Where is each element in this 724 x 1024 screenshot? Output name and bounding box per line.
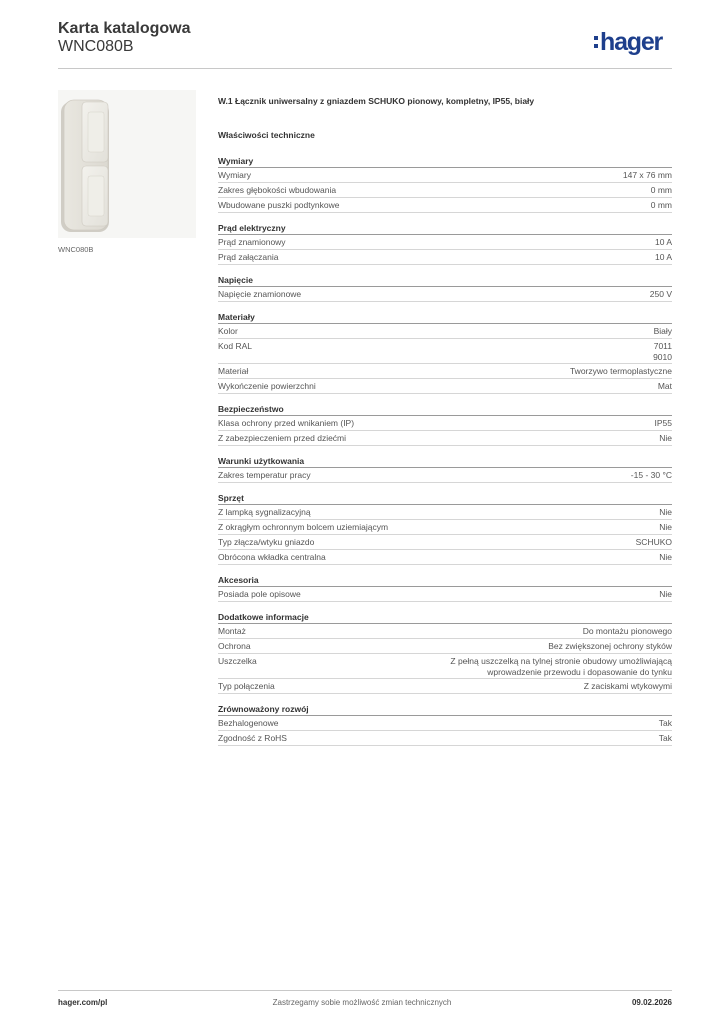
spec-label: Zakres temperatur pracy <box>218 470 311 480</box>
spec-group-title: Dodatkowe informacje <box>218 611 672 624</box>
spec-group-title: Wymiary <box>218 155 672 168</box>
spec-label: Wykończenie powierzchni <box>218 381 316 391</box>
spec-label: Posiada pole opisowe <box>218 589 301 599</box>
spec-value: Nie <box>659 589 672 599</box>
spec-group-title: Napięcie <box>218 274 672 287</box>
footer-website[interactable]: hager.com/pl <box>58 998 108 1007</box>
spec-label: Wbudowane puszki podtynkowe <box>218 200 340 210</box>
footer-date: 09.02.2026 <box>631 998 672 1007</box>
spec-group <box>218 492 672 565</box>
spec-row <box>218 235 672 250</box>
technical-specs <box>218 155 672 755</box>
spec-group-title: Bezpieczeństwo <box>218 403 672 416</box>
spec-value: 147 x 76 mm <box>622 170 672 180</box>
spec-group-title: Akcesoria <box>218 574 672 587</box>
spec-group-title: Prąd elektryczny <box>218 222 672 235</box>
spec-row <box>218 624 672 639</box>
spec-group <box>218 403 672 446</box>
spec-row <box>218 168 672 183</box>
spec-group <box>218 274 672 302</box>
spec-row <box>218 198 672 213</box>
header-divider <box>58 68 672 69</box>
spec-value: Bez zwiększonej ochrony styków <box>548 641 672 651</box>
spec-row <box>218 468 672 483</box>
spec-value: Tworzywo termoplastyczne <box>569 366 672 376</box>
spec-label: Ochrona <box>218 641 251 651</box>
spec-value: Nie <box>659 552 672 562</box>
spec-row <box>218 731 672 746</box>
spec-group <box>218 611 672 694</box>
spec-value: Nie <box>659 433 672 443</box>
spec-group <box>218 155 672 213</box>
section-title: Właściwości techniczne <box>218 130 315 140</box>
logo-text: hager <box>600 28 663 56</box>
spec-group-title: Zrównoważony rozwój <box>218 703 672 716</box>
spec-value: 10 A <box>654 237 672 247</box>
spec-row <box>218 587 672 602</box>
spec-value: Do montażu pionowego <box>582 626 672 636</box>
spec-value: 250 V <box>649 289 672 299</box>
spec-label: Zakres głębokości wbudowania <box>218 185 337 195</box>
spec-row <box>218 250 672 265</box>
footer-divider <box>58 990 672 991</box>
spec-label: Typ połączenia <box>218 681 275 691</box>
spec-value: Z zaciskami wtykowymi <box>583 681 672 691</box>
spec-row <box>218 364 672 379</box>
spec-label: Z zabezpieczeniem przed dziećmi <box>218 433 347 443</box>
spec-value: Biały <box>653 326 672 336</box>
spec-row <box>218 520 672 535</box>
spec-row <box>218 716 672 731</box>
spec-value: SCHUKO <box>635 537 672 547</box>
spec-group <box>218 222 672 265</box>
spec-row <box>218 183 672 198</box>
switch-socket-image <box>58 90 196 238</box>
spec-label: Prąd załączania <box>218 252 279 262</box>
spec-label: Napięcie znamionowe <box>218 289 302 299</box>
spec-label: Materiał <box>218 366 249 376</box>
spec-value: Tak <box>658 718 672 728</box>
spec-row <box>218 339 672 364</box>
spec-label: Z okrągłym ochronnym bolcem uziemiającym <box>218 522 389 532</box>
spec-value: IP55 <box>654 418 672 428</box>
spec-group-title: Sprzęt <box>218 492 672 505</box>
spec-value: Z pełną uszczelką na tylnej stronie obudowy umożliwiającą wprowadzenie przewodu i dopasowanie do tynku <box>450 656 672 677</box>
spec-value: Nie <box>659 522 672 532</box>
spec-row <box>218 505 672 520</box>
spec-value: 10 A <box>654 252 672 262</box>
spec-row <box>218 287 672 302</box>
spec-value: 0 mm <box>650 185 672 195</box>
spec-row <box>218 379 672 394</box>
spec-group-title: Warunki użytkowania <box>218 455 672 468</box>
product-description: W.1 Łącznik uniwersalny z gniazdem SCHUKO pionowy, kompletny, IP55, biały <box>218 96 535 106</box>
spec-label: Zgodność z RoHS <box>218 733 287 743</box>
spec-row <box>218 416 672 431</box>
spec-label: Obrócona wkładka centralna <box>218 552 326 562</box>
spec-row <box>218 324 672 339</box>
spec-row <box>218 639 672 654</box>
spec-label: Uszczelka <box>218 656 257 666</box>
logo-dots-icon <box>594 36 599 52</box>
spec-row <box>218 431 672 446</box>
spec-label: Typ złącza/wtyku gniazdo <box>218 537 315 547</box>
footer-notice: Zastrzegamy sobie możliwość zmian technicznych <box>272 998 452 1007</box>
spec-label: Wymiary <box>218 170 251 180</box>
product-code: WNC080B <box>58 38 134 55</box>
spec-row <box>218 535 672 550</box>
spec-label: Prąd znamionowy <box>218 237 286 247</box>
spec-group <box>218 311 672 394</box>
spec-row <box>218 679 672 694</box>
spec-value: Nie <box>659 507 672 517</box>
spec-group <box>218 703 672 746</box>
spec-label: Kolor <box>218 326 238 336</box>
spec-label: Klasa ochrony przed wnikaniem (IP) <box>218 418 355 428</box>
spec-row <box>218 550 672 565</box>
spec-value: 7011 9010 <box>653 341 672 362</box>
spec-group <box>218 574 672 602</box>
spec-value: -15 - 30 °C <box>630 470 672 480</box>
spec-label: Kod RAL <box>218 341 253 351</box>
spec-label: Montaż <box>218 626 246 636</box>
spec-label: Z lampką sygnalizacyjną <box>218 507 311 517</box>
image-caption: WNC080B <box>58 245 94 254</box>
page-title: Karta katalogowa <box>58 20 191 37</box>
spec-group-title: Materiały <box>218 311 672 324</box>
spec-row <box>218 654 672 679</box>
product-image <box>58 90 196 238</box>
spec-group <box>218 455 672 483</box>
spec-value: Tak <box>658 733 672 743</box>
spec-value: Mat <box>657 381 672 391</box>
spec-label: Bezhalogenowe <box>218 718 279 728</box>
spec-value: 0 mm <box>650 200 672 210</box>
